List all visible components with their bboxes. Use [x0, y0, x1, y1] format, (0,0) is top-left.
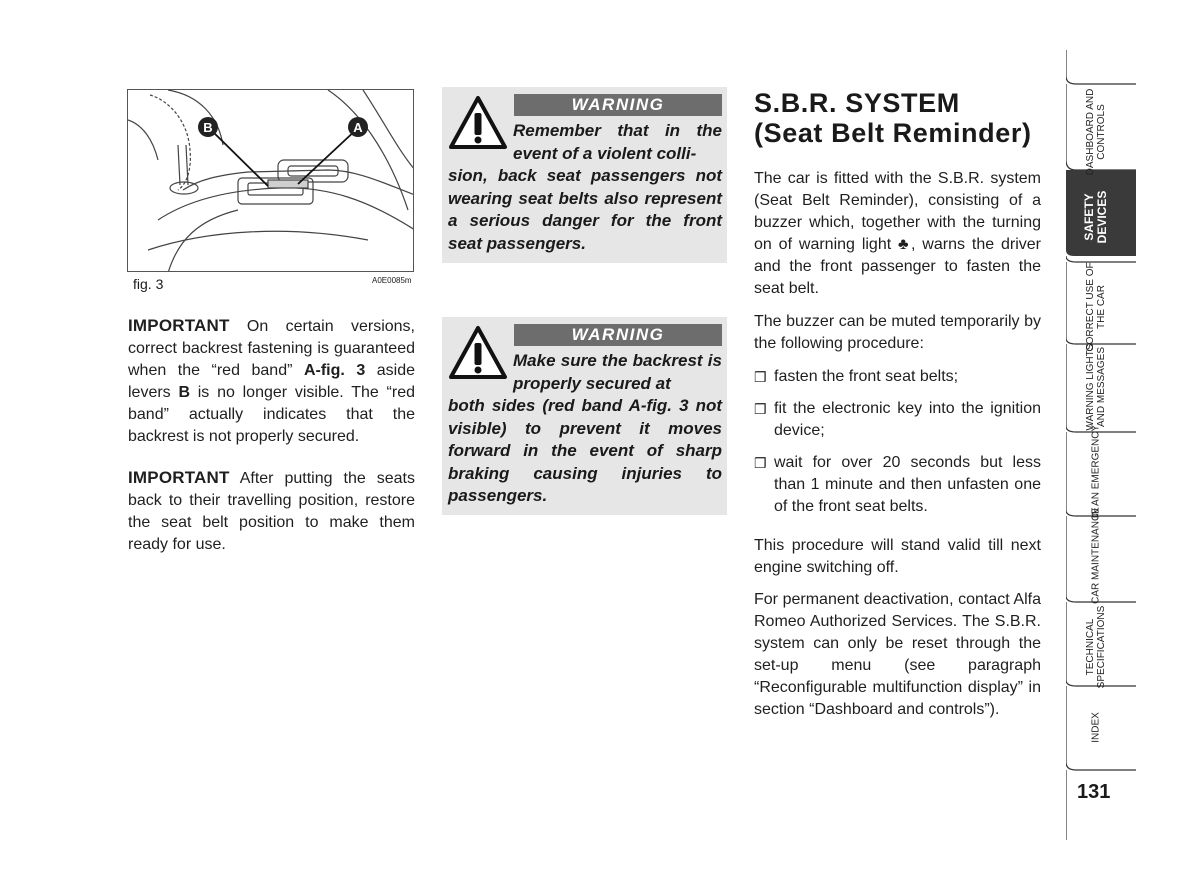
section-tabs — [1066, 50, 1200, 840]
tab-safety-devices-label: SAFETY DEVICES — [1082, 190, 1109, 244]
checkbox-bullet-icon: ❒ — [754, 369, 767, 385]
important-lead: IMPORTANT — [128, 468, 230, 487]
warning-title: WARNING — [514, 324, 722, 346]
checkbox-bullet-icon: ❒ — [754, 401, 767, 417]
warning-text-full: both sides (red band A-fig. 3 not visible) to prevent it moves forward in the event of sharp braking causing injuries to passengers. — [448, 396, 722, 505]
warning-text-indented: Make sure the backrest is properly secured at — [513, 351, 722, 393]
tab-dashboard[interactable] — [1066, 86, 1126, 176]
warning-text-full: sion, back seat passengers not wearing seat belts also represent a serious danger for the front seat passengers. — [448, 166, 722, 253]
tab-dashboard-label: DASHBOARD AND CONTROLS — [1085, 88, 1107, 176]
tab-maintenance[interactable] — [1066, 507, 1126, 604]
seat-illustration — [128, 90, 414, 272]
tab-correct-use-label: CORRECT USE OF THE CAR — [1085, 262, 1107, 352]
important-paragraph-1 — [128, 315, 415, 448]
sbr-intro-paragraph: The car is fitted with the S.B.R. system (Seat Belt Reminder), consisting of a buzzer which, together with the turning on of warning light ♣, warns the driver and the front passenger to fasten the seat belt. — [754, 170, 1041, 297]
tab-index-label: INDEX — [1090, 712, 1102, 743]
callout-b-label: B — [203, 120, 213, 135]
warning-triangle-icon — [448, 95, 508, 151]
warning-title: WARNING — [514, 94, 722, 116]
figure-caption: fig. 3 — [133, 276, 164, 292]
buzzer-paragraph: The buzzer can be muted temporarily by the following procedure: — [754, 313, 1041, 352]
list-item-text: fasten the front seat belts; — [774, 368, 959, 385]
warning-triangle-icon — [448, 325, 508, 381]
warning-text-indented: Remember that in the event of a violent colli- — [513, 121, 722, 163]
figure-reference: A-fig. 3 — [303, 362, 366, 379]
warning-box-1 — [442, 87, 727, 263]
heading-line-1: S.B.R. SYSTEM — [754, 88, 960, 118]
heading-line-2: (Seat Belt Reminder) — [754, 118, 1032, 148]
important-paragraph-2 — [128, 467, 415, 556]
important-lead: IMPORTANT — [128, 316, 230, 335]
list-item-text: wait for over 20 seconds but less than 1 minute and then unfasten one of the front seat belts. — [774, 454, 1041, 515]
permanent-deactivation-paragraph: For permanent deactivation, contact Alfa Romeo Authorized Services. The S.B.R. system can only be reset through the set-up menu (see paragraph “Reconfigurable multifunction display” in section “Dashboard and controls”). — [754, 591, 1041, 718]
tab-emergency-label: IN AN EMERGENCY — [1090, 424, 1102, 519]
tab-warning-lights-label: WARNING LIGHTS AND MESSAGES — [1085, 343, 1107, 431]
tab-maintenance-label: CAR MAINTENANCE — [1090, 507, 1102, 604]
lever-reference: B — [178, 384, 190, 401]
figure-code: A0E0085m — [372, 276, 412, 285]
list-item-text: fit the electronic key into the ignition device; — [774, 400, 1041, 439]
para1-text-3: is no longer visible. The “red band” actually indicates that the backrest is not properly secured. — [128, 384, 416, 445]
para1-text-1: On certain versions, correct backrest fastening is guaranteed when the “red band” — [128, 318, 415, 379]
para1-text-2: aside levers — [128, 362, 415, 401]
tab-index[interactable] — [1066, 688, 1126, 768]
tab-safety-devices[interactable] — [1066, 172, 1126, 254]
warning-box-2 — [442, 317, 727, 515]
callout-a-label: A — [353, 120, 363, 135]
section-heading — [754, 88, 1054, 148]
page-number: 131 — [1077, 781, 1111, 803]
seat-figure — [127, 89, 414, 272]
procedure-validity-paragraph: This procedure will stand valid till next engine switching off. — [754, 537, 1041, 576]
tab-correct-use[interactable] — [1066, 262, 1126, 352]
para2-text: After putting the seats back to their travelling position, restore the seat belt position to make them ready for use. — [128, 470, 415, 553]
checkbox-bullet-icon: ❒ — [754, 455, 767, 471]
tab-technical-specifications-label: TECHNICAL SPECIFICATIONS — [1085, 605, 1107, 689]
